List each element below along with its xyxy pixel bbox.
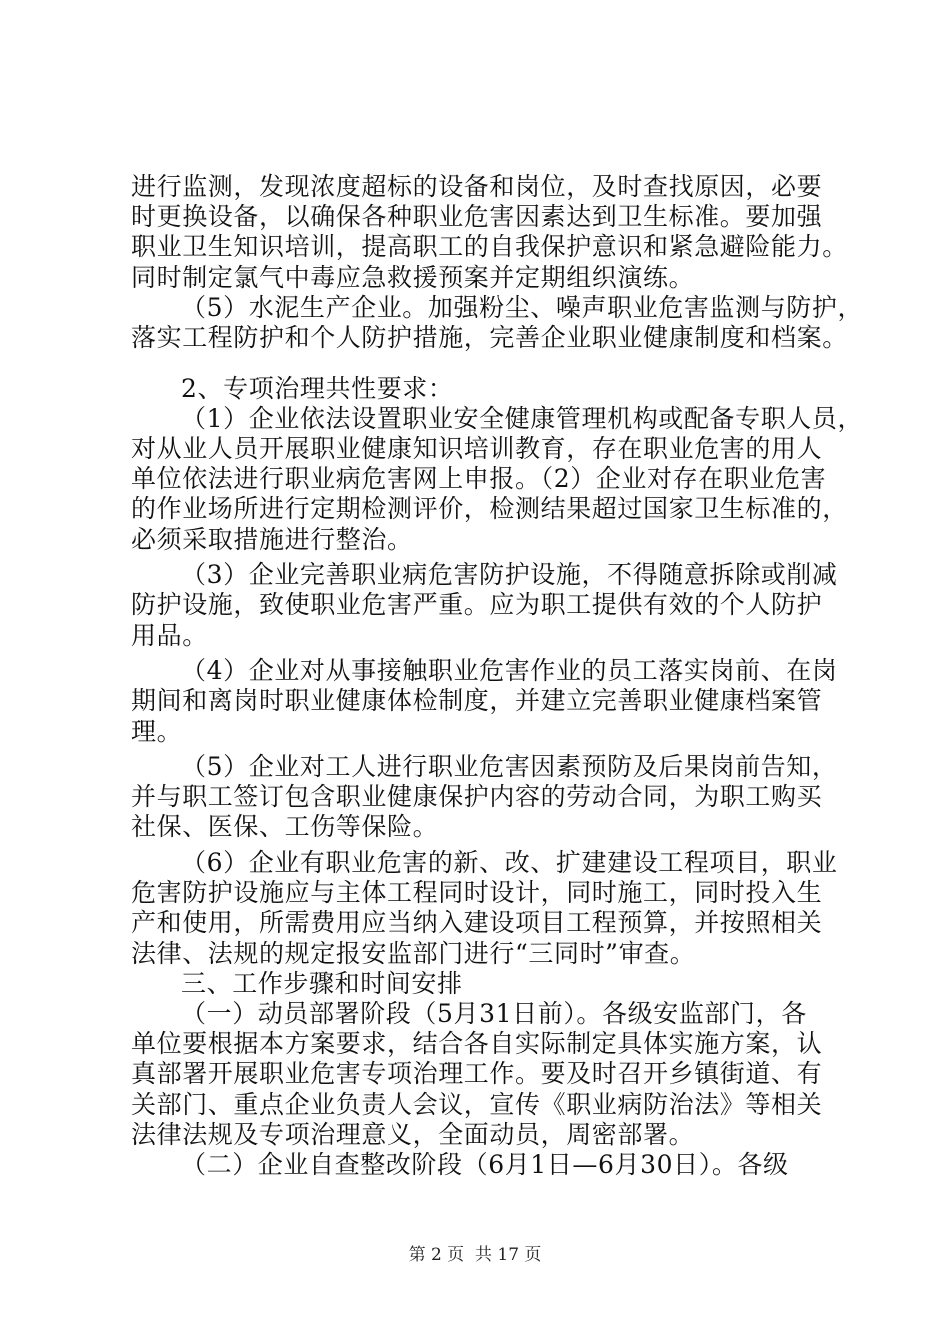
text-line: （4）企业对从事接触职业危害作业的员工落实岗前、在岗 xyxy=(181,656,838,685)
text-line: 危害防护设施应与主体工程同时设计，同时施工，同时投入生 xyxy=(131,878,823,907)
text-line: （5）企业对工人进行职业危害因素预防及后果岗前告知， xyxy=(181,752,838,781)
text-line: 单位要根据本方案要求，结合各自实际制定具体实施方案，认 xyxy=(131,1029,823,1058)
page-footer: 第 2 页 共 17 页 xyxy=(408,1245,542,1265)
text-line: 法律、法规的规定报安监部门进行“三同时”审查。 xyxy=(131,939,696,968)
text-line: 时更换设备，以确保各种职业危害因素达到卫生标准。要加强 xyxy=(131,202,823,231)
text-line: 法律法规及专项治理意义，全面动员，周密部署。 xyxy=(131,1120,695,1149)
text-line: 的作业场所进行定期检测评价，检测结果超过国家卫生标准的， xyxy=(131,494,848,523)
text-line: （二）企业自查整改阶段（6月1日—6月30日）。各级 xyxy=(181,1150,789,1179)
text-line: 同时制定氯气中毒应急救援预案并定期组织演练。 xyxy=(131,263,695,292)
text-line: 用品。 xyxy=(131,621,208,650)
text-line: 防护设施，致使职业危害严重。应为职工提供有效的个人防护 xyxy=(131,590,823,619)
text-line: 单位依法进行职业病危害网上申报。（2）企业对存在职业危害 xyxy=(131,464,827,493)
text-line: （1）企业依法设置职业安全健康管理机构或配备专职人员， xyxy=(181,404,864,433)
text-line: （3）企业完善职业病危害防护设施，不得随意拆除或削减 xyxy=(181,560,838,589)
text-line: 理。 xyxy=(131,717,183,746)
text-line: 落实工程防护和个人防护措施，完善企业职业健康制度和档案。 xyxy=(131,323,848,352)
text-line: （5）水泥生产企业。加强粉尘、噪声职业危害监测与防护， xyxy=(181,293,864,322)
text-line: 社保、医保、工伤等保险。 xyxy=(131,812,439,841)
text-line: 真部署开展职业危害专项治理工作。要及时召开乡镇街道、有 xyxy=(131,1059,823,1088)
text-line: 必须采取措施进行整治。 xyxy=(131,525,413,554)
text-line: 期间和离岗时职业健康体检制度，并建立完善职业健康档案管 xyxy=(131,686,823,715)
text-line: 并与职工签订包含职业健康保护内容的劳动合同，为职工购买 xyxy=(131,782,823,811)
text-line: （6）企业有职业危害的新、改、扩建建设工程项目，职业 xyxy=(181,848,838,877)
text-line: （一）动员部署阶段（5月31日前）。各级安监部门，各 xyxy=(181,999,807,1028)
text-line: 对从业人员开展职业健康知识培训教育，存在职业危害的用人 xyxy=(131,434,823,463)
text-line: 职业卫生知识培训，提高职工的自我保护意识和紧急避险能力。 xyxy=(131,232,848,261)
text-line: 进行监测，发现浓度超标的设备和岗位，及时查找原因，必要 xyxy=(131,172,823,201)
section-heading: 2、专项治理共性要求： xyxy=(181,374,454,403)
text-line: 关部门、重点企业负责人会议，宣传《职业病防治法》等相关 xyxy=(131,1090,823,1119)
section-heading: 三、工作步骤和时间安排 xyxy=(181,969,463,998)
text-line: 产和使用，所需费用应当纳入建设项目工程预算，并按照相关 xyxy=(131,908,823,937)
